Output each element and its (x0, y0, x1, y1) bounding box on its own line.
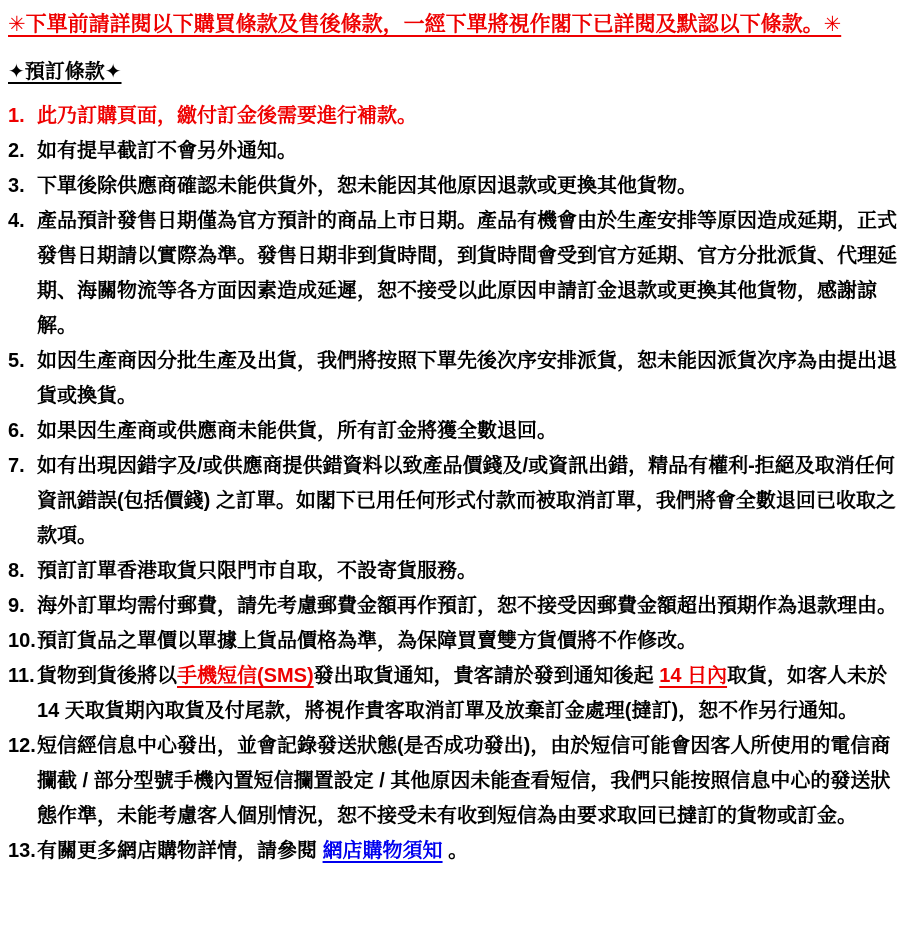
term-text (37, 99, 905, 134)
term-segment: 取貨，如客人未於 14 天取貨期內取貨及付尾款，將視作貴客取消訂單及放棄訂金處理(撻訂)，恕不作另行通知。 (37, 665, 888, 722)
term-number: 3. (8, 175, 25, 197)
term-segment: 下單後除供應商確認未能供貨外，恕未能因其他原因退款或更換其他貨物。 (37, 175, 697, 197)
term-number: 9. (8, 595, 25, 617)
term-text (37, 449, 905, 554)
term-text (37, 134, 905, 169)
term-item (8, 554, 905, 589)
term-item (8, 414, 905, 449)
term-segment: 如因生產商因分批生產及出貨，我們將按照下單先後次序安排派貨，恕未能因派貨次序為由提出退貨或換貨。 (37, 350, 897, 407)
term-segment: 如有出現因錯字及/或供應商提供錯資料以致產品價錢及/或資訊出錯，精品有權利-拒絕及取消任何資訊錯誤(包括價錢) 之訂單。如閣下已用任何形式付款而被取消訂單，我們將會全數退回已收取之款項。 (37, 455, 896, 547)
store-shopping-guide-link[interactable]: 網店購物須知 (322, 840, 443, 862)
term-number: 1. (8, 105, 25, 127)
term-item (8, 659, 905, 729)
section-title: ✦預訂條款✦ (8, 61, 122, 83)
sms-emphasis: 手機短信(SMS) (177, 665, 314, 687)
term-text (37, 344, 905, 414)
term-number: 11. (8, 665, 35, 687)
term-item (8, 99, 905, 134)
term-item (8, 729, 905, 834)
term-item (8, 834, 905, 869)
term-text (37, 414, 905, 449)
term-segment: 有關更多網店購物詳情，請參閱 (37, 840, 323, 862)
term-segment: 如有提早截訂不會另外通知。 (37, 140, 297, 162)
term-segment: 產品預計發售日期僅為官方預計的商品上市日期。產品有機會由於生產安排等原因造成延期，正式發售日期請以實際為準。發售日期非到貨時間，到貨時間會受到官方延期、官方分批派貨、代理延期、海關物流等各方面因素造成延遲，恕不接受以此原因申請訂金退款或更換其他貨物，感謝諒解。 (37, 210, 897, 337)
term-segment: 此乃訂購頁面，繳付訂金後需要進行補款。 (37, 105, 417, 127)
term-number: 13. (8, 840, 36, 862)
term-text (37, 554, 905, 589)
term-item (8, 449, 905, 554)
term-number: 12. (8, 735, 36, 757)
terms-list (8, 99, 905, 869)
term-item (8, 134, 905, 169)
term-segment: 預訂訂單香港取貨只限門市自取，不設寄貨服務。 (37, 560, 477, 582)
term-item (8, 624, 905, 659)
term-item (8, 344, 905, 414)
term-number: 2. (8, 140, 25, 162)
term-segment: 貨物到貨後將以 (37, 665, 177, 687)
term-item (8, 204, 905, 344)
term-text (37, 729, 905, 834)
term-text (37, 589, 905, 624)
term-number: 5. (8, 350, 25, 372)
term-segment: 如果因生產商或供應商未能供貨，所有訂金將獲全數退回。 (37, 420, 557, 442)
term-segment: 發出取貨通知，貴客請於發到通知後起 (313, 665, 660, 687)
pickup-deadline-emphasis: 14 日內 (659, 665, 728, 687)
term-text (37, 169, 905, 204)
term-number: 6. (8, 420, 25, 442)
term-segment: 海外訂單均需付郵費，請先考慮郵費金額再作預訂，恕不接受因郵費金額超出預期作為退款理由。 (37, 595, 897, 617)
term-segment: 預訂貨品之單價以單據上貨品價格為準，為保障買賣雙方貨價將不作修改。 (37, 630, 697, 652)
term-segment: 短信經信息中心發出，並會記錄發送狀態(是否成功發出)，由於短信可能會因客人所使用的電信商攔截 / 部分型號手機內置短信攔置設定 / 其他原因未能查看短信，我們只能按照信息中心的發送狀態作準，未能考慮客人個別情況，恕不接受未有收到短信為由要求取回已撻訂的貨物或訂金。 (37, 735, 891, 827)
term-number: 8. (8, 560, 25, 582)
term-text (37, 659, 905, 729)
term-number: 4. (8, 210, 25, 232)
term-segment: 。 (442, 840, 469, 862)
term-number: 7. (8, 455, 25, 477)
pre-order-notice: ✳下單前請詳閱以下購買條款及售後條款，一經下單將視作閣下已詳閱及默認以下條款。✳ (8, 13, 842, 36)
term-text (37, 204, 905, 344)
term-text (37, 624, 905, 659)
term-item (8, 589, 905, 624)
term-item (8, 169, 905, 204)
term-number: 10. (8, 630, 36, 652)
term-text (37, 834, 905, 869)
